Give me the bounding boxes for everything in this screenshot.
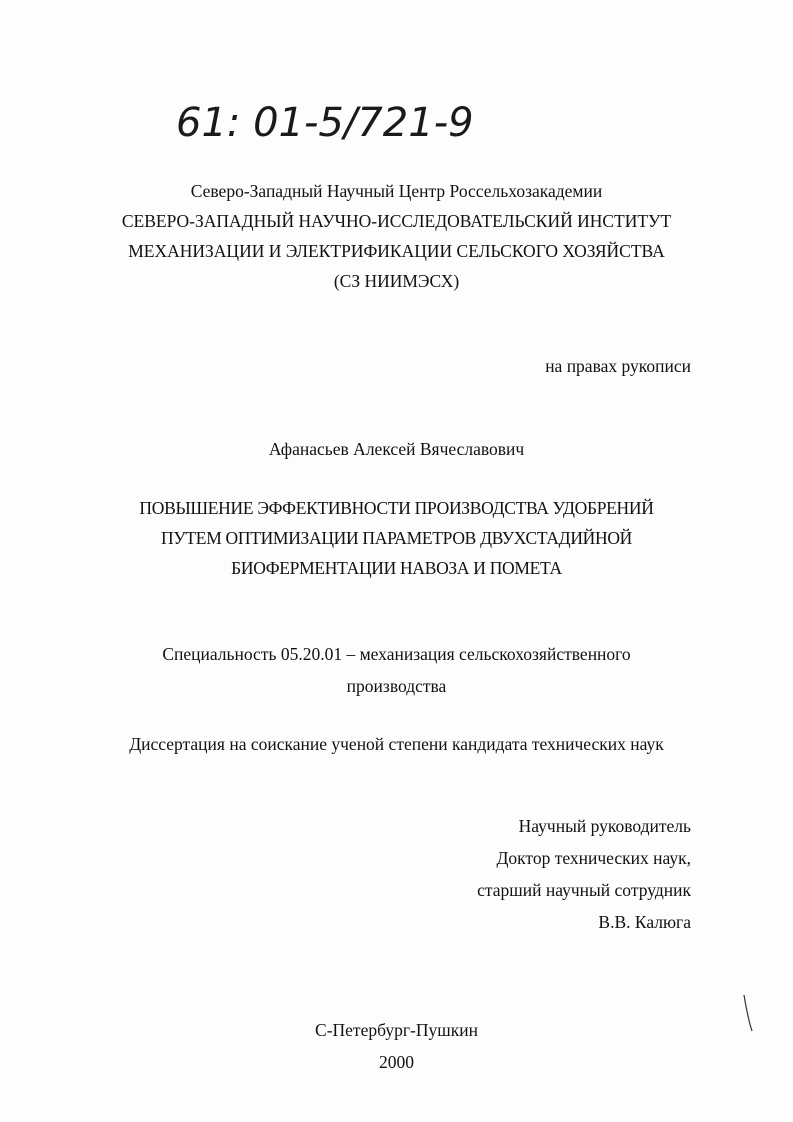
supervisor-line-3: старший научный сотрудник: [477, 880, 691, 900]
archive-number-handwritten: [172, 92, 532, 154]
supervisor-line-4: В.В. Калюга: [598, 912, 691, 932]
scan-artifact-mark: [742, 993, 754, 1033]
specialty-line-2: производства: [346, 676, 447, 696]
supervisor-line-1: Научный руководитель: [518, 816, 691, 836]
manuscript-note: на правах рукописи: [545, 356, 691, 376]
organization-line-3: МЕХАНИЗАЦИИ И ЭЛЕКТРИФИКАЦИИ СЕЛЬСКОГО ХОЗЯЙСТВА: [128, 241, 665, 261]
specialty-line-1: Специальность 05.20.01 – механизация сельскохозяйственного: [162, 644, 631, 664]
author-name: Афанасьев Алексей Вячеславович: [268, 439, 525, 459]
place: С-Петербург-Пушкин: [315, 1020, 478, 1040]
organization-line-1: Северо-Западный Научный Центр Россельхозакадемии: [190, 181, 603, 201]
dissertation-title-line-2: ПУТЕМ ОПТИМИЗАЦИИ ПАРАМЕТРОВ ДВУХСТАДИЙНОЙ: [160, 528, 633, 548]
dissertation-title-line-3: БИОФЕРМЕНТАЦИИ НАВОЗА И ПОМЕТА: [231, 558, 562, 578]
year: 2000: [379, 1052, 414, 1072]
archive-number-text: 61: 01-5/721-9: [176, 100, 474, 146]
organization-line-2: СЕВЕРО-ЗАПАДНЫЙ НАУЧНО-ИССЛЕДОВАТЕЛЬСКИЙ ИНСТИТУТ: [121, 211, 672, 231]
organization-line-4: (СЗ НИИМЭСХ): [333, 271, 460, 291]
supervisor-line-2: Доктор технических наук,: [496, 848, 691, 868]
dissertation-title-line-1: ПОВЫШЕНИЕ ЭФФЕКТИВНОСТИ ПРОИЗВОДСТВА УДОБРЕНИЙ: [139, 498, 654, 518]
dissertation-degree: Диссертация на соискание ученой степени кандидата технических наук: [129, 734, 664, 754]
